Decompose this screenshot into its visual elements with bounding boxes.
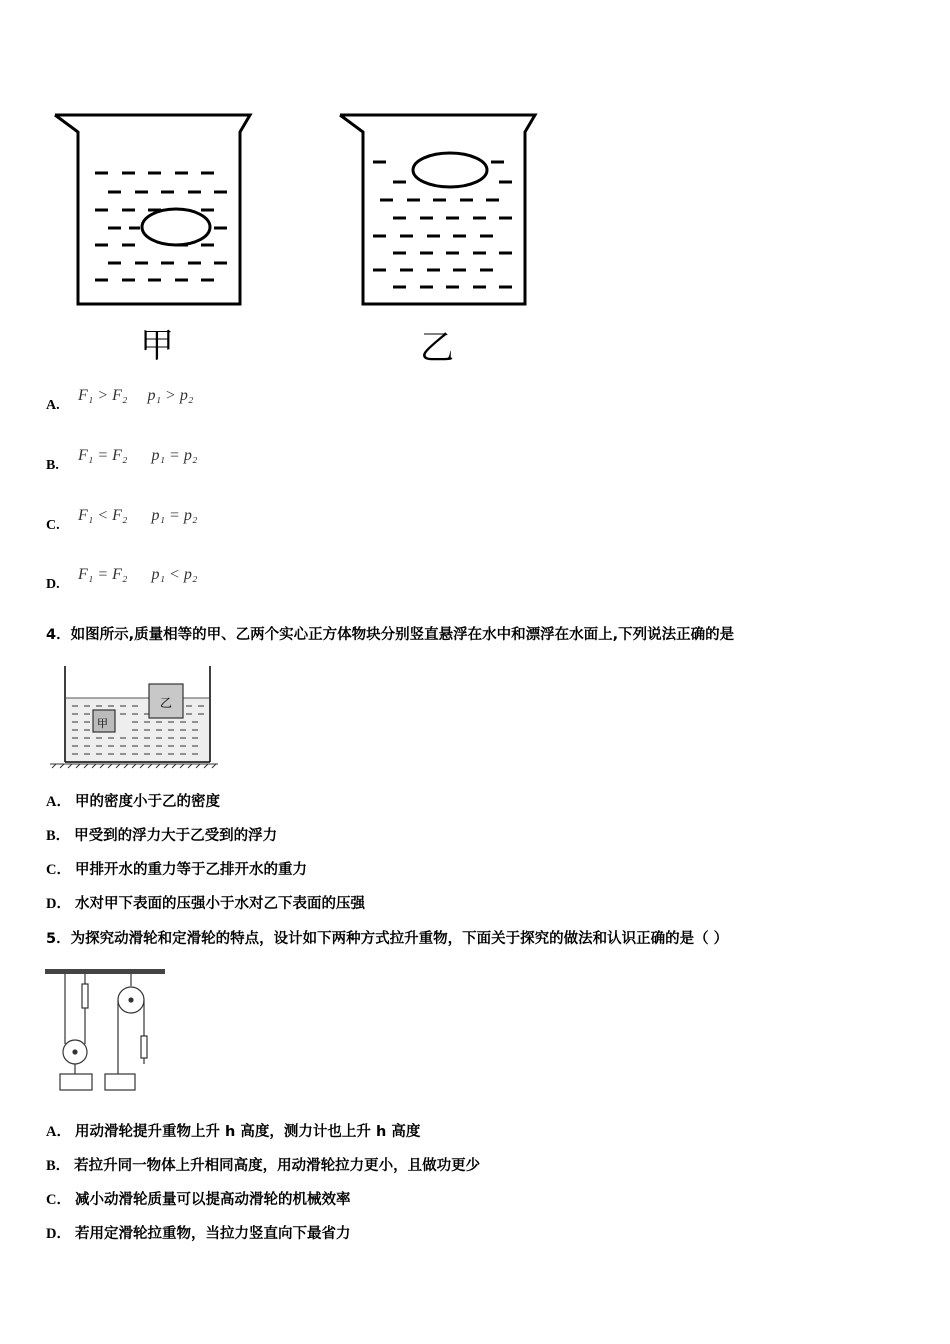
block-yi-label: 乙	[160, 696, 173, 710]
option-label: C．	[46, 862, 71, 878]
q4-option-b	[46, 824, 277, 845]
option-label: B．	[46, 828, 71, 844]
option-text: 甲的密度小于乙的密度	[74, 794, 220, 810]
q3-option-b-formula: F₁ = F₂ p₁ = p₂	[78, 447, 198, 464]
q3-option-c-label: C.	[46, 518, 60, 533]
q3-option-a-label: A.	[46, 398, 60, 413]
caption-yi: 乙	[420, 328, 454, 368]
q4-stem: 4．如图所示,质量相等的甲、乙两个实心正方体物块分别竖直悬浮在水中和漂浮在水面上,下列说法正确的是	[46, 627, 735, 643]
option-label: C．	[46, 1192, 71, 1208]
q3-option-b-label: B.	[46, 458, 59, 473]
option-text: 减小动滑轮质量可以提高动滑轮的机械效率	[74, 1192, 351, 1208]
q5-option-d	[46, 1222, 350, 1243]
option-text: 用动滑轮提升重物上升 h 高度，测力计也上升 h 高度	[74, 1124, 421, 1140]
q3-option-d-label: D.	[46, 577, 60, 592]
option-label: B．	[46, 1158, 71, 1174]
object-ellipse	[142, 209, 210, 245]
caption-jia: 甲	[140, 326, 174, 366]
q5-option-a	[46, 1120, 420, 1141]
object-ellipse	[413, 153, 487, 187]
q4-option-a	[46, 790, 220, 811]
q3-option-c-formula: F₁ < F₂ p₁ = p₂	[78, 507, 198, 524]
block-jia-label: 甲	[97, 717, 108, 730]
option-label: D．	[46, 896, 71, 912]
beaker-jia-figure	[50, 110, 260, 310]
option-label: A．	[46, 1124, 71, 1140]
option-text: 水对甲下表面的压强小于水对乙下表面的压强	[74, 896, 365, 912]
q4-option-c	[46, 858, 307, 879]
q5-stem: 5．为探究动滑轮和定滑轮的特点，设计如下两种方式拉升重物，下面关于探究的做法和认识正确的是（ ）	[46, 931, 729, 947]
option-text: 若用定滑轮拉重物，当拉力竖直向下最省力	[74, 1226, 351, 1242]
option-label: D．	[46, 1226, 71, 1242]
q5-pulley-figure	[45, 964, 170, 1099]
q3-option-a-formula: F₁ > F₂ p₁ > p₂	[78, 387, 194, 404]
q4-option-d	[46, 892, 365, 913]
beaker-yi-figure	[335, 110, 545, 310]
option-text: 若拉升同一物体上升相同高度，用动滑轮拉力更小，且做功更少	[74, 1158, 481, 1174]
option-text: 甲排开水的重力等于乙排开水的重力	[74, 862, 307, 878]
option-label: A．	[46, 794, 71, 810]
option-text: 甲受到的浮力大于乙受到的浮力	[74, 828, 278, 844]
q5-option-c	[46, 1188, 350, 1209]
q3-option-d-formula: F₁ = F₂ p₁ < p₂	[78, 566, 198, 583]
q5-option-b	[46, 1154, 480, 1175]
q4-container-figure	[50, 662, 220, 772]
